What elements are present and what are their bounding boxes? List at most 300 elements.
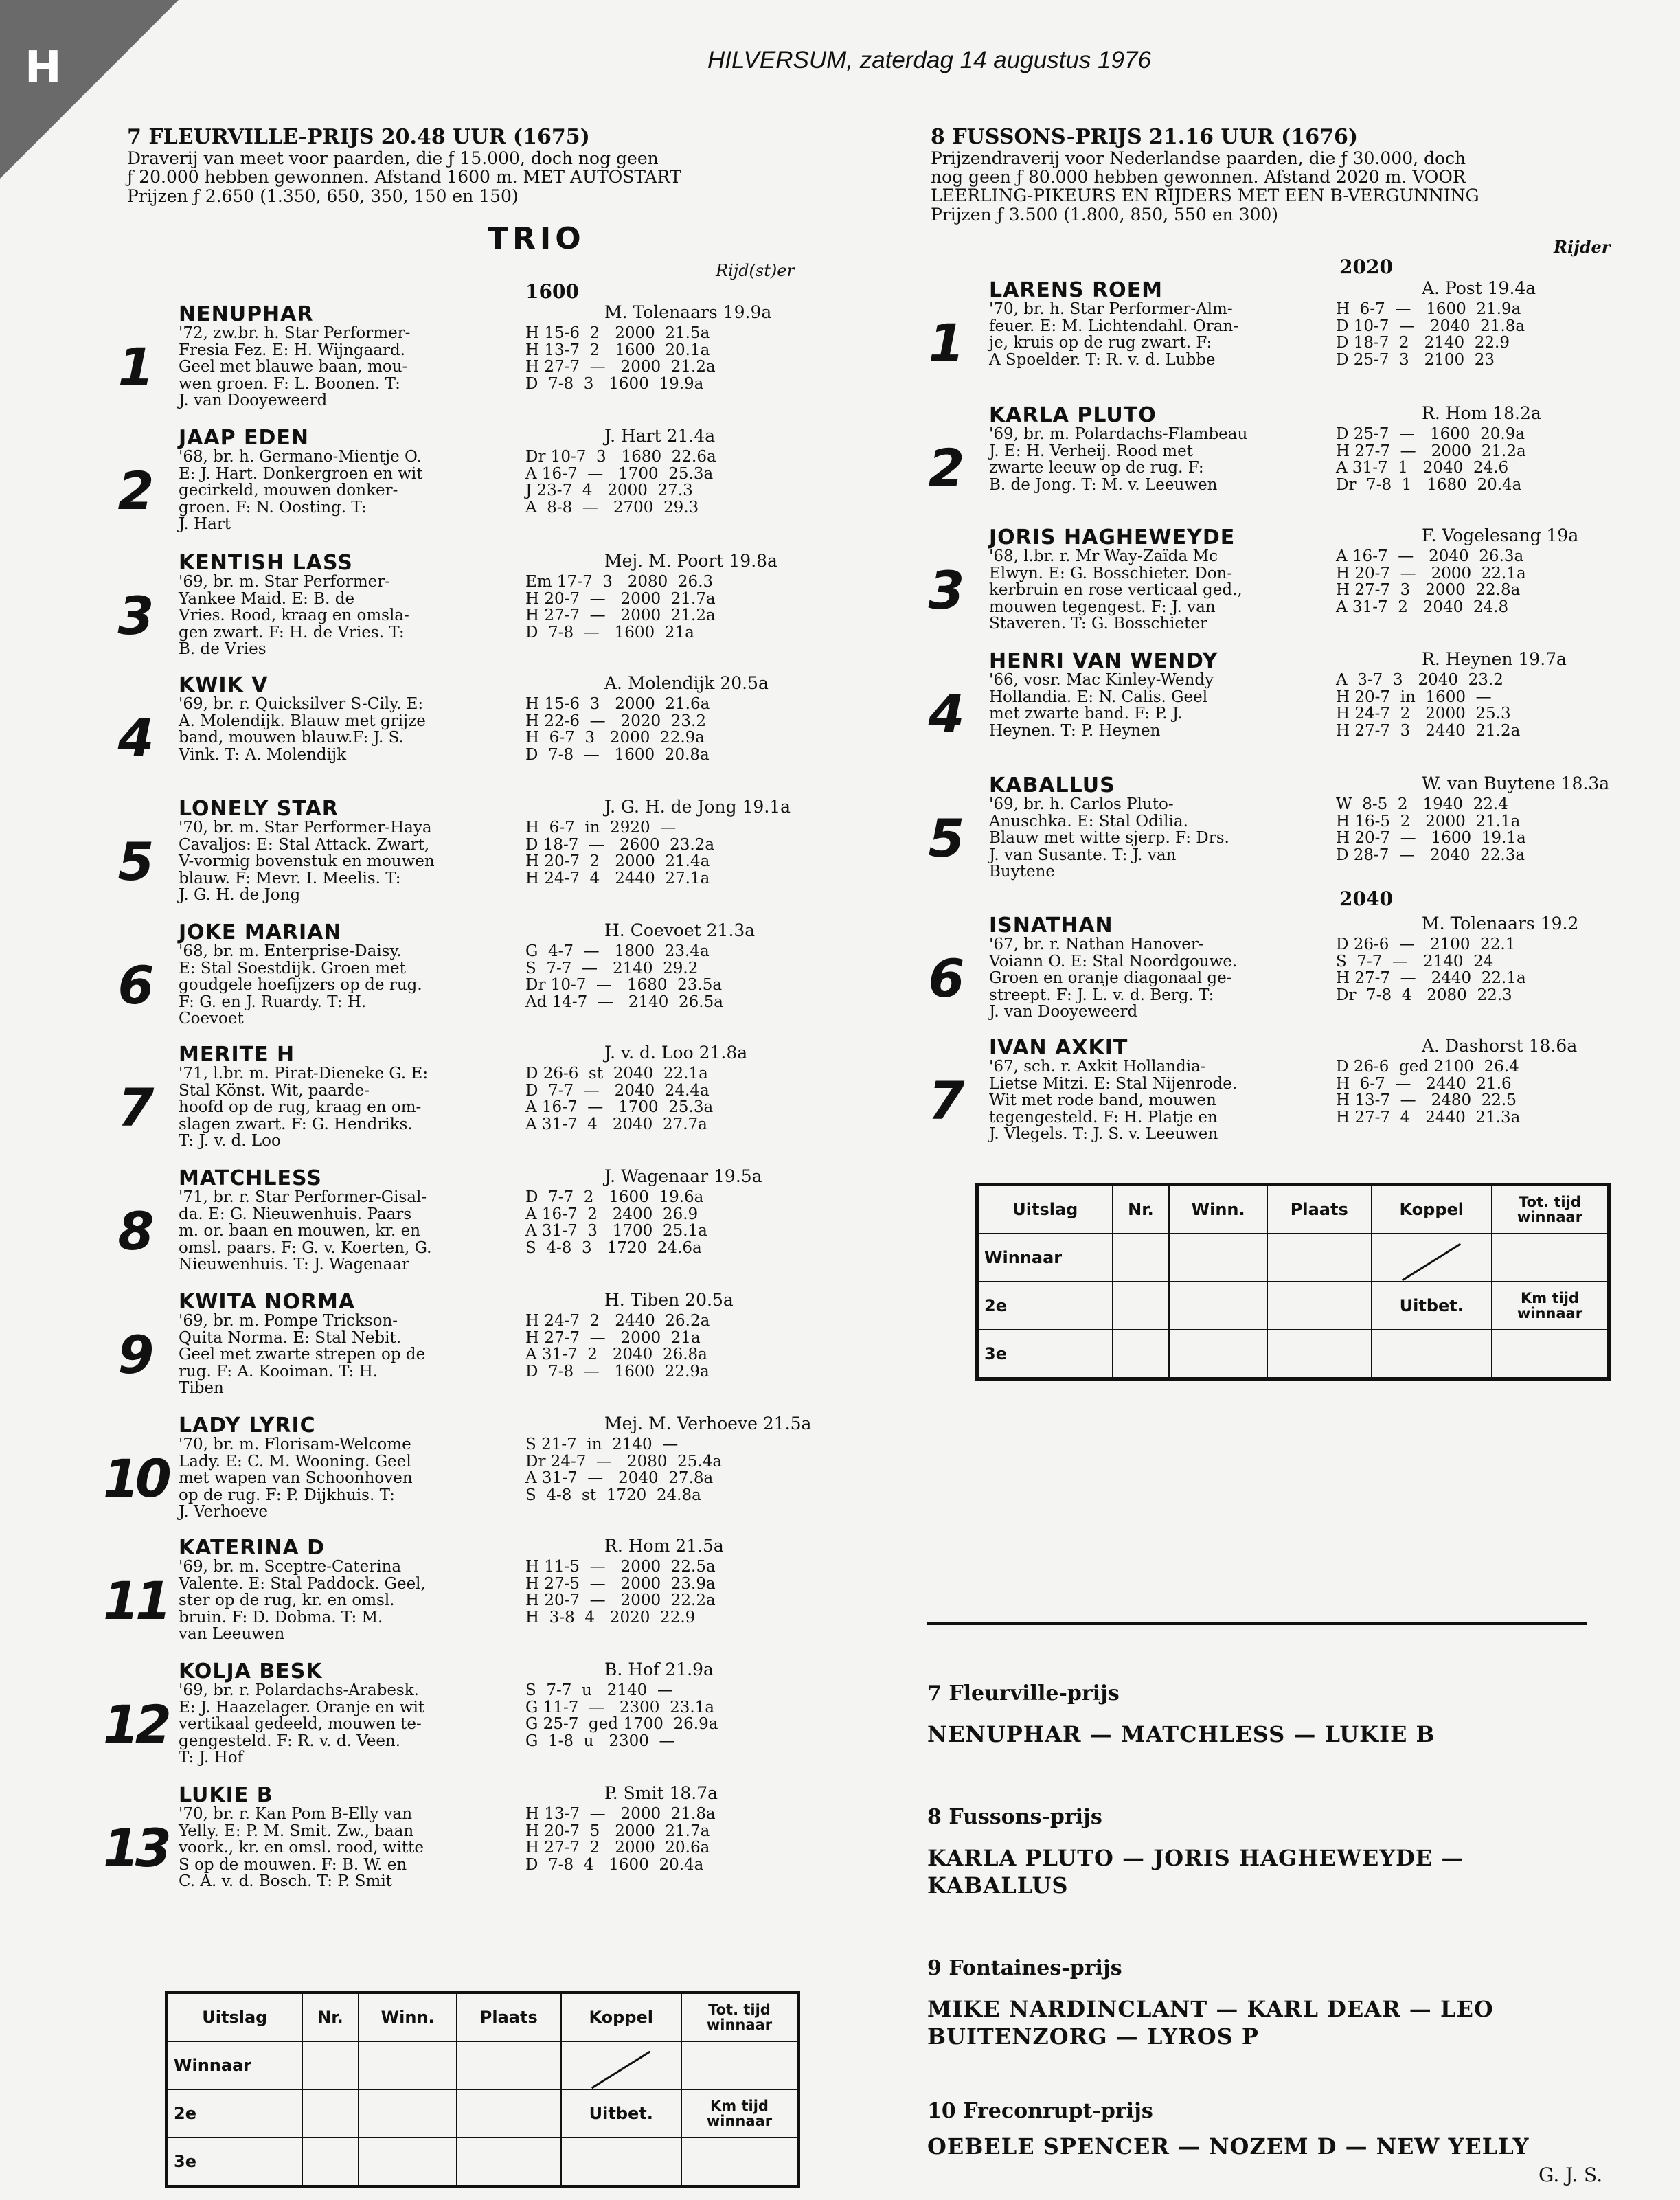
run-line: H 22-6 — 2020 23.2 [525, 712, 706, 730]
second-plaats-cell[interactable] [457, 2089, 561, 2137]
uitbet-label: Uitbet. [561, 2089, 681, 2137]
driver-record: H. Coevoet 21.3a [604, 920, 756, 940]
second-label: 2e [977, 1282, 1113, 1330]
uitbet-cell[interactable] [1372, 1330, 1492, 1379]
description-line: Voiann O. E: Stal Noordgouwe. [989, 952, 1238, 971]
description-line: B. de Jong. T: M. v. Leeuwen [989, 475, 1218, 494]
start-number: 2 [117, 460, 150, 521]
description-line: gengesteld. F: R. v. d. Veen. [179, 1732, 401, 1750]
race8-desc-3: LEERLING-PIKEURS EN RIJDERS MET EEN B-VERGUNNING [931, 185, 1479, 205]
race7-distance: 1600 [525, 280, 579, 303]
horse-entry [103, 1414, 824, 1530]
run-line: G 25-7 ged 1700 26.9a [525, 1715, 718, 1733]
horse-name: JOKE MARIAN [179, 920, 342, 944]
description-line: Valente. E: Stal Paddock. Geel, [179, 1574, 426, 1593]
recent-runs [525, 1558, 716, 1626]
race8-distance-2040: 2040 [1339, 887, 1393, 910]
run-line: S 4-8 st 1720 24.8a [525, 1486, 701, 1504]
horse-entry [103, 1659, 824, 1776]
run-line: H 27-7 — 2000 21.2a [525, 606, 716, 624]
driver-record: A. Post 19.4a [1422, 278, 1536, 298]
run-line: A 31-7 — 2040 27.8a [525, 1469, 714, 1487]
horse-description [179, 1436, 413, 1521]
uitslag-header: Uitslag [167, 1993, 302, 2042]
horse-description [179, 1189, 431, 1273]
description-line: J. E: H. Verheij. Rood met [989, 442, 1193, 460]
driver-record: J. Hart 21.4a [604, 426, 716, 446]
description-line: Fresia Fez. E: H. Wijngaard. [179, 341, 406, 359]
description-line: J. Verhoeve [179, 1503, 269, 1521]
corner-letter: H [25, 43, 62, 93]
horse-description [179, 325, 410, 409]
driver-record: B. Hof 21.9a [604, 1659, 714, 1679]
recent-runs [525, 1313, 710, 1380]
koppel-slash-cell [1372, 1234, 1492, 1282]
recent-runs [525, 1065, 713, 1133]
description-line: '68, br. m. Enterprise-Daisy. [179, 942, 402, 960]
winnaar-winn-cell[interactable] [359, 2041, 457, 2089]
run-line: D 26-6 — 2100 22.1 [1336, 935, 1516, 953]
driver-record: A. Dashorst 18.6a [1422, 1036, 1578, 1056]
slash-mark [591, 2051, 650, 2089]
driver-record: F. Vogelesang 19a [1422, 525, 1579, 545]
prediction-race-name: 10 Freconrupt-prijs [927, 2099, 1153, 2123]
race8-prize: Prijzen ƒ 3.500 (1.800, 850, 550 en 300) [931, 205, 1279, 225]
run-line: A 3-7 3 2040 23.2 [1336, 671, 1503, 689]
horse-name: KENTISH LASS [179, 551, 353, 575]
km-tijd-cell[interactable] [1492, 1330, 1609, 1379]
description-line: C. A. v. d. Bosch. T: P. Smit [179, 1872, 392, 1890]
start-number: 11 [103, 1570, 168, 1631]
horse-entry [117, 673, 824, 790]
koppel-header: Koppel [561, 1993, 681, 2042]
run-line: G 1-8 u 2300 — [525, 1732, 675, 1750]
uitslag-header: Uitslag [977, 1185, 1113, 1234]
prediction-horses: NENUPHAR — MATCHLESS — LUKIE B [927, 1721, 1435, 1747]
start-number: 7 [117, 1077, 150, 1138]
run-line: H 16-5 2 2000 21.1a [1336, 812, 1521, 830]
run-line: A 31-7 3 1700 25.1a [525, 1222, 707, 1240]
description-line: Geel met blauwe baan, mou- [179, 358, 408, 376]
nr-header: Nr. [302, 1993, 359, 2042]
description-line: B. de Vries [179, 640, 266, 658]
description-line: gecirkeld, mouwen donker- [179, 481, 398, 499]
run-line: H 11-5 — 2000 22.5a [525, 1558, 716, 1576]
description-line: J. van Susante. T: J. van [989, 846, 1177, 864]
run-line: W 8-5 2 1940 22.4 [1336, 795, 1508, 813]
run-line: D 18-7 — 2600 23.2a [525, 835, 715, 854]
run-line: A 16-7 — 1700 25.3a [525, 1098, 714, 1116]
run-line: H 27-7 — 2440 22.1a [1336, 969, 1526, 987]
recent-runs [525, 449, 716, 516]
horse-name: JAAP EDEN [179, 426, 310, 450]
description-line: '68, l.br. r. Mr Way-Zaïda Mc [989, 547, 1218, 565]
start-number: 3 [117, 585, 150, 646]
description-line: E: J. Hart. Donkergroen en wit [179, 464, 423, 483]
start-number: 1 [928, 313, 961, 374]
description-line: T: J. Hof [179, 1749, 244, 1767]
description-line: '69, br. h. Carlos Pluto- [989, 795, 1174, 813]
horse-name: LONELY STAR [179, 797, 339, 821]
description-line: Groen en oranje diagonaal ge- [989, 969, 1232, 987]
run-line: A 16-7 — 2040 26.3a [1336, 547, 1524, 565]
run-line: H 27-7 3 2440 21.2a [1336, 721, 1521, 740]
divider-rule [927, 1622, 1587, 1625]
uitbet-label: Uitbet. [1372, 1282, 1492, 1330]
run-line: S 7-7 — 2140 29.2 [525, 959, 699, 977]
recent-runs [525, 1806, 716, 1873]
second-winn-cell[interactable] [1169, 1282, 1267, 1330]
horse-entry [103, 1536, 824, 1653]
recent-runs [525, 819, 714, 887]
description-line: '69, br. m. Sceptre-Caterina [179, 1558, 402, 1576]
description-line: Blauw met witte sjerp. F: Drs. [989, 829, 1229, 847]
run-line: A 31-7 1 2040 24.6 [1336, 459, 1509, 477]
second-plaats-cell[interactable] [1267, 1282, 1372, 1330]
description-line: F: G. en J. Ruardy. T: H. [179, 993, 367, 1011]
description-line: '67, sch. r. Axkit Hollandia- [989, 1058, 1206, 1076]
description-line: zwarte leeuw op de rug. F: [989, 459, 1204, 477]
recent-runs [525, 1189, 707, 1256]
horse-description [989, 1058, 1237, 1143]
winn-header: Winn. [1169, 1185, 1267, 1234]
plaats-header: Plaats [457, 1993, 561, 2042]
description-line: Quita Norma. E: Stal Nebit. [179, 1328, 401, 1347]
description-line: '66, vosr. Mac Kinley-Wendy [989, 671, 1214, 689]
description-line: band, mouwen blauw.F: J. S. [179, 729, 404, 747]
horse-name: KWIK V [179, 673, 269, 697]
driver-record: R. Heynen 19.7a [1422, 649, 1567, 669]
run-line: H 6-7 — 1600 21.9a [1336, 300, 1521, 318]
description-line: goudgele hoefijzers op de rug. [179, 976, 422, 994]
winnaar-nr-cell[interactable] [1113, 1234, 1170, 1282]
run-line: A 16-7 — 1700 25.3a [525, 464, 714, 483]
horse-entry [103, 1783, 824, 1900]
horse-entry [117, 920, 824, 1037]
description-line: '69, br. r. Polardachs-Arabesk. [179, 1681, 419, 1699]
run-line: D 7-8 — 1600 21a [525, 623, 694, 642]
horse-description [179, 696, 426, 763]
driver-record: M. Tolenaars 19.2 [1422, 914, 1579, 933]
run-line: D 7-8 — 1600 20.8a [525, 745, 710, 764]
description-line: Geel met zwarte strepen op de [179, 1346, 426, 1363]
result-table-race7 [165, 1991, 800, 2188]
third-winn-cell[interactable] [359, 2137, 457, 2187]
description-line: E: Stal Soestdijk. Groen met [179, 959, 406, 977]
horse-name: ISNATHAN [989, 914, 1113, 938]
description-line: '70, br. m. Florisam-Welcome [179, 1436, 411, 1453]
race7-header [127, 125, 681, 206]
race7-desc-1: Draverij van meet voor paarden, die ƒ 15.000, doch nog geen [127, 148, 659, 168]
second-nr-cell[interactable] [1113, 1282, 1170, 1330]
horse-entry [117, 1290, 824, 1407]
run-line: A 16-7 2 2400 26.9 [525, 1205, 699, 1223]
description-line: je, kruis op de rug zwart. F: [989, 334, 1212, 352]
start-number: 6 [117, 955, 150, 1016]
description-line: Heynen. T: P. Heynen [989, 721, 1161, 740]
description-line: Coevoet [179, 1010, 244, 1028]
description-line: tegengesteld. F: H. Platje en [989, 1108, 1218, 1126]
description-line: Hollandia. E: N. Calis. Geel [989, 688, 1208, 706]
prediction-race-name: 8 Fussons-prijs [927, 1805, 1102, 1829]
race8-rider-header: Rijder [1554, 237, 1611, 257]
start-number: 9 [117, 1324, 150, 1385]
description-line: met wapen van Schoonhoven [179, 1469, 413, 1487]
description-line: Buytene [989, 863, 1055, 881]
run-line: D 26-6 st 2040 22.1a [525, 1065, 708, 1082]
horse-description [179, 1065, 428, 1150]
prediction-race8 [927, 1805, 1464, 1899]
horse-entry [117, 1166, 824, 1283]
description-line: Cavaljos: E: Stal Attack. Zwart, [179, 835, 430, 854]
run-line: H 24-7 2 2440 26.2a [525, 1312, 710, 1330]
recent-runs [1336, 1058, 1520, 1126]
tot-tijd-header: Tot. tijd winnaar [681, 1993, 799, 2042]
recent-runs [525, 1682, 718, 1749]
description-line: J. van Dooyeweerd [179, 392, 328, 409]
description-line: '70, br. r. Kan Pom B-Elly van [179, 1805, 413, 1823]
horse-description [179, 1682, 424, 1767]
description-line: da. E: G. Nieuwenhuis. Paars [179, 1205, 412, 1223]
prediction-horses: KARLA PLUTO — JORIS HAGHEWEYDE — KABALLUS [927, 1845, 1464, 1898]
description-line: Nieuwenhuis. T: J. Wagenaar [179, 1256, 409, 1273]
race7-desc-2: ƒ 20.000 hebben gewonnen. Afstand 1600 m. MET AUTOSTART [127, 167, 681, 187]
recent-runs [525, 943, 723, 1010]
run-line: D 25-7 — 1600 20.9a [1336, 425, 1525, 443]
run-line: Em 17-7 3 2080 26.3 [525, 573, 714, 591]
start-number: 7 [928, 1070, 961, 1131]
third-winn-cell[interactable] [1169, 1330, 1267, 1379]
description-line: '69, br. m. Star Performer- [179, 573, 391, 591]
run-line: H 24-7 2 2000 25.3 [1336, 705, 1511, 723]
description-line: omsl. paars. F: G. v. Koerten, G. [179, 1238, 432, 1257]
trio-label: TRIO [488, 221, 585, 256]
nr-header: Nr. [1113, 1185, 1170, 1234]
third-plaats-cell[interactable] [1267, 1330, 1372, 1379]
description-line: groen. F: N. Oosting. T: [179, 498, 367, 517]
horse-description [179, 1313, 425, 1397]
driver-record: Mej. M. Poort 19.8a [604, 551, 777, 571]
recent-runs [525, 325, 716, 392]
race8-desc-1: Prijzendraverij voor Nederlandse paarden, die ƒ 30.000, doch [931, 148, 1466, 168]
run-line: H 6-7 — 2440 21.6 [1336, 1074, 1512, 1093]
start-number: 4 [117, 707, 150, 769]
uitbet-cell[interactable] [561, 2137, 681, 2187]
description-line: '69, br. m. Pompe Trickson- [179, 1312, 398, 1330]
description-line: '72, zw.br. h. Star Performer- [179, 324, 411, 342]
winnaar-plaats-cell[interactable] [1267, 1234, 1372, 1282]
result-table-race8 [975, 1183, 1611, 1381]
prediction-race7 [927, 1681, 1435, 1748]
driver-record: A. Molendijk 20.5a [604, 673, 769, 693]
horse-description [179, 574, 409, 658]
run-line: D 7-8 4 1600 20.4a [525, 1855, 704, 1874]
recent-runs [525, 1436, 722, 1504]
horse-name: KARLA PLUTO [989, 403, 1157, 427]
horse-name: LADY LYRIC [179, 1414, 316, 1438]
run-line: H 27-7 3 2000 22.8a [1336, 581, 1521, 599]
run-line: G 4-7 — 1800 23.4a [525, 942, 710, 960]
horse-name: NENUPHAR [179, 302, 314, 326]
description-line: Yankee Maid. E: B. de [179, 589, 355, 608]
race7-rider-header: Rijd(st)er [716, 261, 795, 280]
description-line: S op de mouwen. F: B. W. en [179, 1855, 407, 1874]
description-line: rug. F: A. Kooiman. T: H. [179, 1362, 378, 1381]
description-line: '67, br. r. Nathan Hanover- [989, 935, 1204, 953]
horse-entry [117, 302, 824, 419]
recent-runs [525, 574, 716, 641]
description-line: Anuschka. E: Stal Odilia. [989, 812, 1188, 830]
horse-description [989, 548, 1242, 633]
description-line: op de rug. F: P. Dijkhuis. T: [179, 1486, 395, 1504]
run-line: S 21-7 in 2140 — [525, 1436, 679, 1453]
recent-runs [1336, 426, 1526, 493]
winnaar-label: Winnaar [167, 2041, 302, 2089]
run-line: Dr 7-8 4 2080 22.3 [1336, 986, 1512, 1004]
winnaar-nr-cell[interactable] [302, 2041, 359, 2089]
start-number: 1 [117, 337, 150, 398]
horse-entry [117, 797, 824, 914]
description-line: hoofd op de rug, kraag en om- [179, 1098, 422, 1116]
horse-entry [928, 914, 1628, 1030]
km-tijd-label: Km tijd winnaar [1492, 1282, 1609, 1330]
driver-record: R. Hom 18.2a [1422, 403, 1541, 423]
run-line: H 20-7 — 2000 22.1a [1336, 564, 1526, 582]
driver-record: J. Wagenaar 19.5a [604, 1166, 762, 1186]
third-nr-cell[interactable] [302, 2137, 359, 2187]
run-line: D 7-7 2 1600 19.6a [525, 1188, 704, 1206]
description-line: T: J. v. d. Loo [179, 1132, 281, 1150]
description-line: Tiben [179, 1379, 224, 1397]
horse-entry [117, 426, 824, 543]
second-nr-cell[interactable] [302, 2089, 359, 2137]
horse-name: LUKIE B [179, 1783, 273, 1807]
tot-tijd-cell[interactable] [681, 2041, 799, 2089]
description-line: m. or. baan en mouwen, kr. en [179, 1222, 421, 1240]
description-line: '71, l.br. m. Pirat-Dieneke G. E: [179, 1065, 429, 1082]
dateline: HILVERSUM, zaterdag 14 augustus 1976 [707, 47, 1151, 73]
horse-entry [928, 1036, 1628, 1153]
description-line: '69, br. m. Polardachs-Flambeau [989, 425, 1248, 443]
horse-entry [117, 551, 824, 668]
description-line: A Spoelder. T: R. v. d. Lubbe [989, 350, 1216, 369]
description-line: Lietse Mitzi. E: Stal Nijenrode. [989, 1074, 1238, 1093]
horse-description [179, 943, 422, 1028]
description-line: V-vormig bovenstuk en mouwen [179, 852, 435, 870]
run-line: S 7-7 u 2140 — [525, 1681, 673, 1699]
driver-record: H. Tiben 20.5a [604, 1290, 734, 1310]
description-line: slagen zwart. F: G. Hendriks. [179, 1115, 413, 1133]
horse-name: JORIS HAGHEWEYDE [989, 525, 1236, 549]
run-line: H 3-8 4 2020 22.9 [525, 1608, 696, 1626]
run-line: D 26-6 ged 2100 26.4 [1336, 1058, 1519, 1076]
run-line: H 15-6 2 2000 21.5a [525, 324, 710, 342]
run-line: H 20-7 5 2000 21.7a [525, 1822, 710, 1840]
run-line: Dr 24-7 — 2080 25.4a [525, 1452, 723, 1471]
description-line: E: J. Haazelager. Oranje en wit [179, 1698, 425, 1716]
race7-prize: Prijzen ƒ 2.650 (1.350, 650, 350, 150 en 150) [127, 186, 519, 206]
winn-header: Winn. [359, 1993, 457, 2042]
description-line: Yelly. E: P. M. Smit. Zw., baan [179, 1822, 414, 1840]
run-line: H 20-7 — 2000 22.2a [525, 1591, 716, 1609]
description-line: wen groen. F: L. Boonen. T: [179, 374, 400, 393]
driver-record: R. Hom 21.5a [604, 1536, 724, 1556]
horse-name: KABALLUS [989, 773, 1115, 797]
start-number: 5 [117, 831, 150, 892]
third-plaats-cell[interactable] [457, 2137, 561, 2187]
description-line: '70, br. h. Star Performer-Alm- [989, 300, 1233, 318]
horse-name: MERITE H [179, 1043, 295, 1067]
description-line: '70, br. m. Star Performer-Haya [179, 819, 432, 837]
winnaar-label: Winnaar [977, 1234, 1113, 1282]
run-line: D 10-7 — 2040 21.8a [1336, 317, 1525, 335]
description-line: '69, br. r. Quicksilver S-Cily. E: [179, 695, 424, 713]
second-winn-cell[interactable] [359, 2089, 457, 2137]
description-line: vertikaal gedeeld, mouwen te- [179, 1715, 422, 1733]
signature: G. J. S. [1539, 2164, 1603, 2186]
run-line: J 23-7 4 2000 27.3 [525, 481, 693, 499]
run-line: A 31-7 4 2040 27.7a [525, 1115, 707, 1133]
run-line: H 27-7 2 2000 20.6a [525, 1839, 710, 1857]
description-line: van Leeuwen [179, 1625, 285, 1643]
recent-runs [1336, 301, 1525, 368]
description-line: '71, br. r. Star Performer-Gisal- [179, 1188, 427, 1206]
run-line: G 11-7 — 2300 23.1a [525, 1698, 714, 1716]
start-number: 3 [928, 560, 961, 621]
km-tijd-cell[interactable] [681, 2137, 799, 2187]
run-line: H 6-7 3 2000 22.9a [525, 729, 705, 747]
run-line: D 28-7 — 2040 22.3a [1336, 846, 1525, 864]
run-line: A 31-7 2 2040 24.8 [1336, 598, 1509, 616]
run-line: H 20-7 — 1600 19.1a [1336, 829, 1526, 847]
winnaar-winn-cell[interactable] [1169, 1234, 1267, 1282]
run-line: H 27-7 — 2000 21.2a [1336, 442, 1526, 460]
description-line: J. Hart [179, 515, 231, 533]
second-label: 2e [167, 2089, 302, 2137]
winnaar-plaats-cell[interactable] [457, 2041, 561, 2089]
koppel-slash-cell [561, 2041, 681, 2089]
recent-runs [525, 696, 710, 763]
horse-entry [117, 1043, 824, 1159]
horse-name: KATERINA D [179, 1536, 326, 1560]
description-line: Staveren. T: G. Bosschieter [989, 615, 1207, 633]
start-number: 5 [928, 808, 961, 869]
run-line: D 7-8 3 1600 19.9a [525, 374, 704, 393]
third-label: 3e [977, 1330, 1113, 1379]
horse-description [989, 426, 1247, 493]
recent-runs [1336, 936, 1526, 1003]
koppel-header: Koppel [1372, 1185, 1492, 1234]
driver-record: Mej. M. Verhoeve 21.5a [604, 1414, 812, 1433]
description-line: met zwarte band. F: P. J. [989, 705, 1183, 723]
driver-record: P. Smit 18.7a [604, 1783, 718, 1803]
race8-desc-2: nog geen ƒ 80.000 hebben gewonnen. Afstand 2020 m. VOOR [931, 167, 1466, 187]
horse-name: HENRI VAN WENDY [989, 649, 1218, 673]
description-line: '68, br. h. Germano-Mientje O. [179, 448, 422, 466]
horse-name: KWITA NORMA [179, 1290, 356, 1314]
third-nr-cell[interactable] [1113, 1330, 1170, 1379]
description-line: voork., kr. en omsl. rood, witte [179, 1839, 424, 1857]
third-label: 3e [167, 2137, 302, 2187]
horse-description [179, 449, 423, 533]
tot-tijd-cell[interactable] [1492, 1234, 1609, 1282]
run-line: H 27-5 — 2000 23.9a [525, 1574, 716, 1593]
run-line: H 15-6 3 2000 21.6a [525, 695, 710, 713]
run-line: Dr 10-7 3 1680 22.6a [525, 448, 716, 466]
run-line: H 27-7 — 2000 21a [525, 1328, 701, 1347]
description-line: blauw. F: Mevr. I. Meelis. T: [179, 869, 401, 887]
horse-description [989, 301, 1238, 368]
